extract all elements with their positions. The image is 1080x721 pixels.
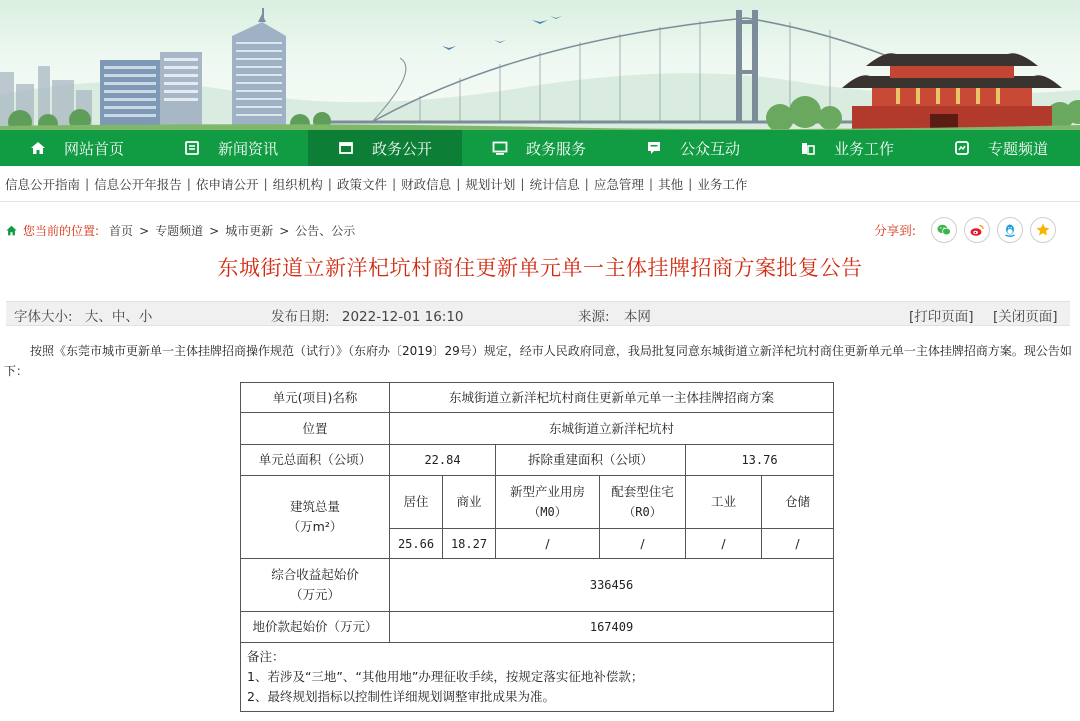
value-supporting-housing: / [600, 529, 686, 559]
subnav-separator: | [648, 176, 654, 191]
subnav-separator: | [584, 176, 589, 191]
note-item: 1、若涉及“三地”、“其他用地”办理征收手续，按规定落实征地补偿款； [247, 669, 644, 684]
source-value: 本网 [623, 309, 651, 325]
nav-gov-service-label: 政务服务 [525, 139, 586, 158]
nav-news[interactable] [154, 130, 308, 166]
share-bar [874, 217, 1056, 243]
unit-name-value: 东城街道立新洋杞坑村商住更新单元单一主体挂牌招商方案 [390, 383, 834, 413]
nav-gov-open[interactable] [308, 130, 462, 166]
location-value: 东城街道立新洋杞坑村 [390, 413, 834, 445]
col-warehouse: 仓储 [762, 476, 834, 529]
font-size-large-button[interactable]: 大 [84, 309, 99, 325]
col-new-industry-name: 新型产业用房 [509, 484, 585, 499]
land-price-value: 167409 [390, 612, 834, 643]
land-price-label: 地价款起始价（万元） [241, 612, 390, 643]
source-label: 来源: [578, 309, 610, 325]
breadcrumb-home[interactable]: 首页 [109, 224, 134, 238]
font-size-separator: 、 [125, 309, 139, 325]
monitor-icon [492, 140, 508, 156]
publish-date [271, 305, 464, 325]
nav-business-work[interactable] [770, 130, 924, 166]
office-building-left [100, 52, 202, 130]
share-label: 分享到: [874, 223, 916, 238]
nav-home[interactable] [0, 130, 154, 166]
subnav-business[interactable]: 业务工作 [697, 176, 748, 192]
nav-gov-service[interactable] [462, 130, 616, 166]
col-commercial: 商业 [443, 476, 496, 529]
gov-open-icon [338, 140, 354, 156]
traditional-gate-tower [842, 53, 1062, 130]
nav-topic-channel[interactable] [924, 130, 1078, 166]
notes-cell [241, 643, 834, 712]
font-size-small-button[interactable]: 小 [138, 309, 153, 325]
building-total-label [241, 476, 390, 559]
subnav-separator: | [520, 176, 525, 191]
table-row [241, 413, 834, 445]
income-label-line1: 综合收益起始价 [271, 567, 359, 582]
table-row [241, 559, 834, 612]
col-residential: 居住 [390, 476, 443, 529]
subnav-organization[interactable]: 组织机构 [272, 176, 323, 192]
article-title: 东城街道立新洋杞坑村商住更新单元单一主体挂牌招商方案批复公告 [217, 256, 863, 280]
col-industrial: 工业 [686, 476, 762, 529]
qzone-icon [1035, 222, 1051, 238]
table-row [241, 476, 834, 529]
font-size-label: 字体大小: [14, 309, 73, 325]
birds [442, 16, 562, 50]
share-qq-button[interactable] [997, 217, 1023, 243]
share-qzone-button[interactable] [1030, 217, 1056, 243]
breadcrumb-label: 您当前的位置: [23, 224, 100, 238]
publish-date-value: 2022-12-01 16:10 [341, 309, 464, 325]
weibo-icon [969, 222, 985, 238]
subnav-info-guide[interactable]: 信息公开指南 [5, 176, 81, 192]
income-label [241, 559, 390, 612]
notes-title: 备注： [247, 649, 285, 664]
main-navigation [0, 130, 1080, 166]
source [578, 305, 651, 325]
table-row [241, 643, 834, 712]
subnav-finance-info[interactable]: 财政信息 [401, 176, 452, 192]
subnav-separator: | [186, 176, 191, 191]
subnav-separator: | [456, 176, 461, 191]
qq-icon [1002, 222, 1018, 238]
demolition-area-value: 13.76 [686, 445, 834, 476]
breadcrumb-arrow: > [279, 223, 290, 238]
subnav-annual-report[interactable]: 信息公开年报告 [94, 176, 182, 192]
article-paragraph: 按照《东莞市城市更新单一主体挂牌招商操作规范（试行）》（东府办〔2019〕29号）规定，经市人民政府同意，我局批复同意东城街道立新洋杞坑村商住更新单元单一主体挂牌招商方案。现公告如下： [4, 344, 1072, 378]
work-icon [800, 140, 816, 156]
subnav-separator: | [85, 176, 90, 191]
col-supporting-housing [600, 476, 686, 529]
print-page-button[interactable]: [打印页面] [909, 309, 974, 325]
header-banner [0, 0, 1080, 130]
col-new-industry-code: （M0） [528, 505, 567, 519]
value-new-industry: / [496, 529, 600, 559]
font-size-separator: 、 [98, 309, 112, 325]
home-icon [30, 140, 46, 156]
subnav-policy-docs[interactable]: 政策文件 [336, 176, 387, 192]
total-area-value: 22.84 [390, 445, 496, 476]
col-new-industry [496, 476, 600, 529]
subnav-planning[interactable]: 规划计划 [465, 176, 516, 192]
nav-public-interaction[interactable] [616, 130, 770, 166]
building-total-label-line2: （万m²） [287, 519, 343, 534]
news-icon [184, 140, 200, 156]
chat-icon [646, 140, 662, 156]
breadcrumb-row [0, 212, 1080, 248]
share-wechat-button[interactable] [931, 217, 957, 243]
table-row [241, 383, 834, 413]
topic-icon [954, 140, 970, 156]
unit-name-label: 单元(项目)名称 [241, 383, 390, 413]
subnav-statistics[interactable]: 统计信息 [529, 176, 580, 192]
share-weibo-button[interactable] [964, 217, 990, 243]
total-area-label: 单元总面积（公顷） [241, 445, 390, 476]
location-label: 位置 [241, 413, 390, 445]
home-icon [6, 225, 17, 236]
tall-tower [232, 8, 286, 130]
subnav-separator: | [327, 176, 332, 191]
nav-topic-channel-label: 专题频道 [987, 139, 1048, 158]
font-size-medium-button[interactable]: 中 [111, 309, 126, 325]
note-item: 2、最终规划指标以控制性详细规划调整审批成果为准。 [247, 689, 555, 704]
demolition-area-label: 拆除重建面积（公顷） [496, 445, 686, 476]
breadcrumb [6, 222, 355, 239]
table-row [241, 612, 834, 643]
nav-business-work-label: 业务工作 [833, 139, 894, 158]
building-total-label-line1: 建筑总量 [289, 499, 340, 514]
font-size-selector [14, 305, 152, 325]
table-row [241, 445, 834, 476]
col-supporting-housing-name: 配套型住宅 [611, 484, 674, 499]
nav-home-label: 网站首页 [63, 139, 124, 158]
nav-public-interaction-label: 公众互动 [679, 139, 740, 158]
nav-news-label: 新闻资讯 [217, 139, 278, 158]
wechat-icon [936, 222, 952, 238]
subnav-separator: | [263, 176, 268, 191]
value-industrial: / [686, 529, 762, 559]
breadcrumb-topic-channel[interactable]: 专题频道 [155, 224, 204, 238]
subnav-emergency[interactable]: 应急管理 [593, 176, 644, 192]
subnav-apply-disclosure[interactable]: 依申请公开 [195, 176, 259, 192]
value-residential: 25.66 [390, 529, 443, 559]
breadcrumb-arrow: > [209, 223, 220, 238]
plan-table [240, 382, 834, 712]
income-value: 336456 [390, 559, 834, 612]
nav-gov-open-label: 政务公开 [371, 139, 432, 158]
city-skyline-illustration [0, 0, 1080, 130]
publish-date-label: 发布日期: [271, 309, 330, 325]
article-info-bar [6, 301, 1070, 326]
breadcrumb-urban-renewal[interactable]: 城市更新 [225, 224, 274, 238]
close-page-button[interactable]: [关闭页面] [993, 309, 1058, 325]
col-supporting-housing-code: （R0） [623, 505, 662, 519]
income-label-line2: （万元） [289, 587, 340, 602]
breadcrumb-announcements[interactable]: 公告、公示 [295, 224, 356, 238]
subnav-separator: | [688, 176, 693, 191]
value-commercial: 18.27 [443, 529, 496, 559]
value-warehouse: / [762, 529, 834, 559]
subnav-separator: | [391, 176, 397, 191]
sub-navigation [0, 166, 1080, 202]
breadcrumb-arrow: > [139, 223, 150, 238]
subnav-other[interactable]: 其他 [658, 176, 684, 192]
